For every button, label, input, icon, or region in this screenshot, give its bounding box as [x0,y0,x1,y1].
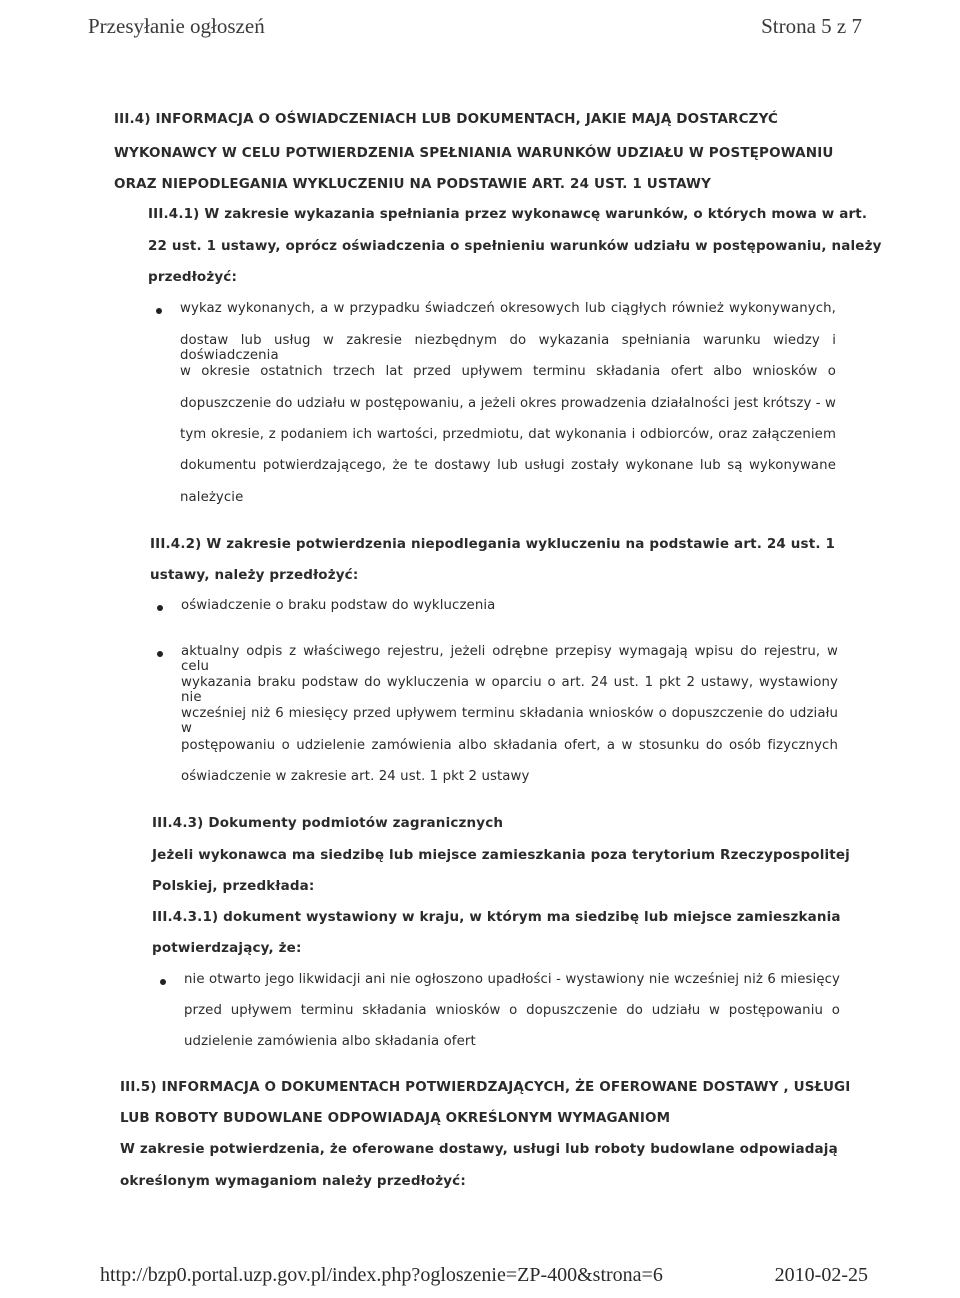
subsection-text-line: III.4.3.1) dokument wystawiony w kraju, w którym ma siedzibę lub miejsce zamieszkania [152,909,841,925]
subsection-text-line: przedłożyć: [148,269,237,285]
section-heading-line: WYKONAWCY W CELU POTWIERDZENIA SPEŁNIANIA WARUNKÓW UDZIAŁU W POSTĘPOWANIU [114,145,834,161]
subsection-text-line: Jeżeli wykonawca ma siedzibę lub miejsce zamieszkania poza terytorium Rzeczypospolitej [152,847,850,863]
subsection-text-line: III.4.1) W zakresie wykazania spełniania przez wykonawcę warunków, o których mowa w art. [148,206,868,222]
list-item-line: wcześniej niż 6 miesięcy przed upływem terminu składania wniosków o dopuszczenie do udziału w [181,706,838,736]
list-item-line: tym okresie, z podaniem ich wartości, przedmiotu, dat wykonania i odbiorców, oraz załączeniem [180,427,836,442]
list-item-line: dopuszczenie do udziału w postępowaniu, a jeżeli okres prowadzenia działalności jest krótszy - w [180,396,836,411]
section-text-line: W zakresie potwierdzenia, że oferowane dostawy, usługi lub roboty budowlane odpowiadają [120,1141,838,1157]
list-item-line: dostaw lub usług w zakresie niezbędnym do wykazania spełniania warunku wiedzy i doświadczenia [180,333,836,363]
section-text-line: określonym wymaganiom należy przedłożyć: [120,1173,466,1189]
list-item-line: nie otwarto jego likwidacji ani nie ogłoszono upadłości - wystawiony nie wcześniej niż 6 miesięcy [184,972,840,987]
section-heading-line: III.4) INFORMACJA O OŚWIADCZENIACH LUB DOKUMENTACH, JAKIE MAJĄ DOSTARCZYĆ [114,111,779,127]
bullet-icon [157,651,163,657]
subsection-text-line: ustawy, należy przedłożyć: [150,567,359,583]
list-item-line: postępowaniu o udzielenie zamówienia albo składania ofert, a w stosunku do osób fizycznych [181,738,838,753]
section-heading-line: LUB ROBOTY BUDOWLANE ODPOWIADAJĄ OKREŚLONYM WYMAGANIOM [120,1110,671,1126]
list-item-line: należycie [180,490,244,505]
bullet-icon [156,308,162,314]
list-item-line: dokumentu potwierdzającego, że te dostawy lub usługi zostały wykonane lub są wykonywane [180,458,836,473]
subsection-title: III.4.3) Dokumenty podmiotów zagranicznych [152,815,504,831]
list-item-line: przed upływem terminu składania wniosków o dopuszczenie do udziału w postępowaniu o [184,1003,840,1018]
section-heading-line: III.5) INFORMACJA O DOKUMENTACH POTWIERDZAJĄCYCH, ŻE OFEROWANE DOSTAWY , USŁUGI [120,1079,851,1095]
list-item-line: wykaz wykonanych, a w przypadku świadczeń okresowych lub ciągłych również wykonywanych, [180,301,836,316]
bullet-icon [157,605,163,611]
bullet-icon [160,979,166,985]
subsection-text-line: Polskiej, przedkłada: [152,878,315,894]
list-item-line: udzielenie zamówienia albo składania ofert [184,1034,476,1049]
list-item-line: oświadczenie w zakresie art. 24 ust. 1 pkt 2 ustawy [181,769,530,784]
list-item-line: oświadczenie o braku podstaw do wykluczenia [181,598,496,613]
list-item-line: wykazania braku podstaw do wykluczenia w oparciu o art. 24 ust. 1 pkt 2 ustawy, wystawiony nie [181,675,838,705]
subsection-text-line: potwierdzający, że: [152,940,302,956]
list-item-line: w okresie ostatnich trzech lat przed upływem terminu składania ofert albo wniosków o [180,364,836,379]
footer-url: http://bzp0.portal.uzp.gov.pl/index.php?ogloszenie=ZP-400&strona=6 [100,1264,663,1286]
subsection-text-line: III.4.2) W zakresie potwierdzenia niepodlegania wykluczeniu na podstawie art. 24 ust. 1 [150,536,836,552]
header-title: Przesyłanie ogłoszeń [88,14,265,38]
list-item-line: aktualny odpis z właściwego rejestru, jeżeli odrębne przepisy wymagają wpisu do rejestru, w celu [181,644,838,674]
header-page-number: Strona 5 z 7 [761,14,862,38]
section-heading-line: ORAZ NIEPODLEGANIA WYKLUCZENIU NA PODSTAWIE ART. 24 UST. 1 USTAWY [114,176,712,192]
footer-date: 2010-02-25 [774,1264,868,1286]
subsection-text-line: 22 ust. 1 ustawy, oprócz oświadczenia o spełnieniu warunków udziału w postępowaniu, należy [148,238,882,254]
